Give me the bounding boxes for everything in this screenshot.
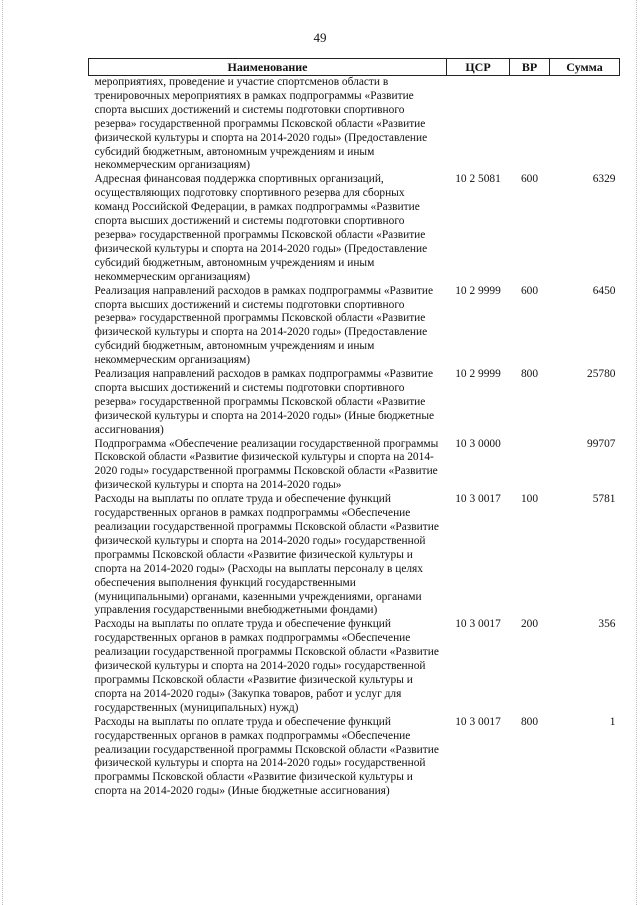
- table-row: [89, 173, 620, 284]
- row-vr: 600: [520, 173, 539, 186]
- row-vr: [510, 76, 550, 174]
- row-csr: 10 2 5081: [455, 173, 501, 186]
- row-name: Реализация направлений расходов в рамках подпрограммы «Развитие спорта высших достижений и системы подготовки спортивного резерва» государственной программы Псковской области «Развитие физической культуры и спорта на 2014-2020 годы» (Предоставление субсидий бюджетным, автономным учреждениям и иным некоммерческим организациям): [94, 284, 434, 367]
- row-csr: 10 2 9999: [455, 368, 501, 381]
- table-row: [89, 618, 620, 715]
- row-vr: 200: [520, 618, 539, 631]
- row-sum: 1: [609, 715, 616, 728]
- row-csr: 10 2 9999: [455, 284, 501, 297]
- row-sum: 5781: [592, 493, 616, 506]
- row-sum: 99707: [587, 437, 616, 450]
- row-name: Расходы на выплаты по оплате труда и обеспечение функций государственных органов в рамках подпрограммы «Обеспечение реализации государственной программы Псковской области «Развитие физической культуры и спорта на 2014-2020 годы» государственной программы Псковской области «Развитие физической культуры и спорта на 2014-2020 годы» (Закупка товаров, работ и услуг для государственных (муниципальных) нужд): [94, 618, 439, 714]
- row-csr: 10 3 0017: [455, 493, 501, 506]
- header-sum: Сумма: [550, 59, 620, 76]
- scan-edge-right: [636, 0, 638, 905]
- table-row: [89, 76, 620, 174]
- row-name: Адресная финансовая поддержка спортивных организаций, осуществляющих подготовку спортивного резерва для сборных команд Российской Федерации, в рамках подпрограммы «Развитие спорта высших достижений и системы подготовки спортивного резерва» государственной программы Псковской области «Развитие физической культуры и спорта на 2014-2020 годы» (Предоставление субсидий бюджетным, автономным учреждениям и иным некоммерческим организациям): [94, 173, 428, 283]
- row-sum: 6329: [592, 173, 616, 186]
- row-vr: [510, 438, 550, 494]
- header-name: Наименование: [89, 59, 447, 76]
- row-sum: 356: [598, 618, 616, 631]
- row-csr: 10 3 0017: [455, 715, 501, 728]
- row-vr: 800: [520, 368, 539, 381]
- row-sum: 25780: [587, 368, 616, 381]
- table-row: [89, 438, 620, 494]
- row-csr: 10 3 0000: [455, 437, 501, 450]
- table-row: [89, 716, 620, 799]
- row-name: Подпрограмма «Обеспечение реализации государственной программы Псковской области «Развитие физической культуры и спорта на 2014-2020 годы» государственной программы Псковской области «Развитие физической культуры и спорта на 2014-2020 годы»: [94, 437, 439, 492]
- row-sum: 6450: [592, 284, 616, 297]
- budget-table: [88, 58, 620, 799]
- row-name: Реализация направлений расходов в рамках подпрограммы «Развитие спорта высших достижений и системы подготовки спортивного резерва» государственной программы Псковской области «Развитие физической культуры и спорта на 2014-2020 годы» (Иные бюджетные ассигнования): [94, 368, 435, 436]
- row-name: Расходы на выплаты по оплате труда и обеспечение функций государственных органов в рамках подпрограммы «Обеспечение реализации государственной программы Псковской области «Развитие физической культуры и спорта на 2014-2020 годы» государственной программы Псковской области «Развитие физической культуры и спорта на 2014-2020 годы» (Расходы на выплаты персоналу в целях обеспечения выполнения функций государственными (муниципальными) органами, казенными учреждениями, органами управления государственными внебюджетными фондами): [94, 493, 439, 617]
- row-csr: [447, 76, 510, 174]
- table-row: [89, 285, 620, 368]
- row-vr: 600: [520, 284, 539, 297]
- row-vr: 100: [520, 493, 539, 506]
- row-sum: [550, 76, 620, 174]
- row-vr: 800: [520, 715, 539, 728]
- page-number: 49: [313, 30, 327, 45]
- row-name: мероприятиях, проведение и участие спортсменов области в тренировочных мероприятиях в рамках подпрограммы «Развитие спорта высших достижений и системы подготовки спортивного резерва» государственной программы Псковской области «Развитие физической культуры и спорта на 2014-2020 годы» (Предоставление субсидий бюджетным, автономным учреждениям и иным некоммерческим организациям): [94, 76, 428, 172]
- row-name: Расходы на выплаты по оплате труда и обеспечение функций государственных органов в рамках подпрограммы «Обеспечение реализации государственной программы Псковской области «Развитие физической культуры и спорта на 2014-2020 годы» государственной программы Псковской области «Развитие физической культуры и спорта на 2014-2020 годы» (Иные бюджетные ассигнования): [94, 715, 439, 798]
- header-vr: ВР: [510, 59, 550, 76]
- table-row: [89, 368, 620, 438]
- table-row: [89, 493, 620, 618]
- row-csr: 10 3 0017: [455, 618, 501, 631]
- scan-edge-left: [2, 0, 4, 905]
- header-csr: ЦСР: [447, 59, 510, 76]
- table-header-row: [89, 59, 620, 76]
